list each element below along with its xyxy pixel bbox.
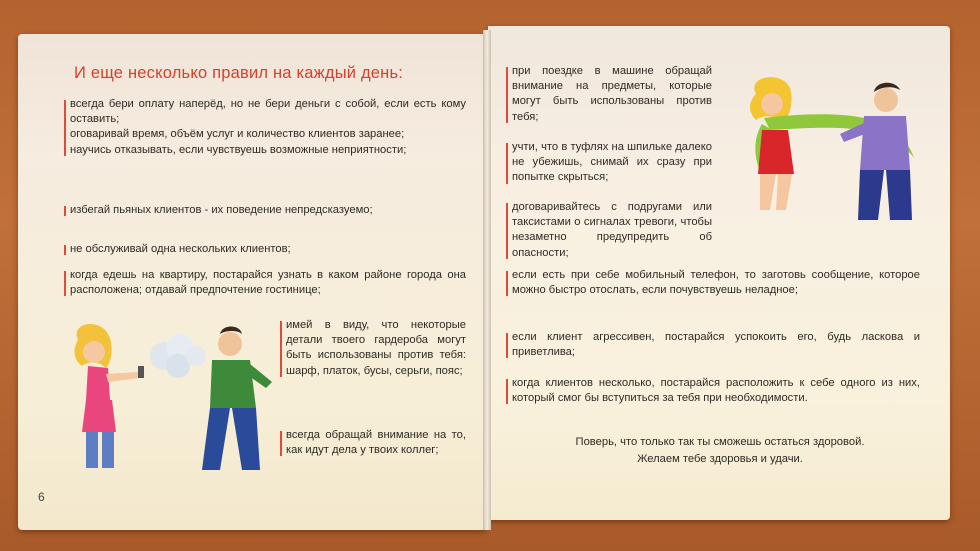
accent-bar <box>64 271 66 296</box>
rule-text: если есть при себе мобильный телефон, то заготовь сообщение, которое можно быстро отослать, если почувствуешь неладное; <box>512 269 920 297</box>
rule-text: научись отказывать, если чувствуешь возможные неприятности; <box>70 143 407 156</box>
rule-text: договаривайтесь с подругами или таксистами о сигналах тревоги, чтобы незаметно предупредить об опасности; <box>512 201 712 259</box>
page-number: 6 <box>38 490 45 504</box>
rule-text: всегда обращай внимание на то, как идут дела у твоих коллег; <box>286 429 466 457</box>
rule-block-payment <box>64 97 466 158</box>
rule-block-drunk <box>64 203 466 218</box>
accent-bar <box>64 100 66 156</box>
pepper-spray-illustration <box>60 322 275 480</box>
rule-block-multiple <box>64 242 466 257</box>
book-spine <box>483 30 491 530</box>
accent-bar <box>64 245 66 255</box>
closing-line-2: Желаем тебе здоровья и удачи. <box>637 453 803 465</box>
rule-block-car <box>506 64 712 125</box>
rule-text: имей в виду, что некоторые детали твоего гардероба могут быть использованы против тебя: шарф, платок, бусы, серьги, пояс; <box>286 319 466 377</box>
page-title: И еще несколько правил на каждый день: <box>74 64 404 82</box>
closing-line-1: Поверь, что только так ты сможешь остаться здоровой. <box>575 436 865 448</box>
accent-bar <box>280 321 282 377</box>
accent-bar <box>506 67 508 123</box>
rule-block-group <box>506 376 920 406</box>
rule-block-signals <box>506 200 712 261</box>
rule-text: при поездке в машине обращай внимание на предметы, которые могут быть использованы против тебя; <box>512 65 712 123</box>
rule-text: не обслуживай одна нескольких клиентов; <box>70 243 291 255</box>
rule-text: всегда бери оплату наперёд, но не бери деньги с собой, если есть кому оставить; <box>70 98 466 126</box>
accent-bar <box>506 143 508 184</box>
accent-bar <box>506 271 508 296</box>
rule-block-shoes <box>506 140 712 186</box>
accent-bar <box>506 333 508 358</box>
accent-bar <box>506 379 508 404</box>
rule-text: когда едешь на квартиру, постарайся узнать в каком районе города она расположена; отдавай предпочтение гостинице; <box>70 269 466 297</box>
rule-block-phone <box>506 268 920 298</box>
scarf-attack-illustration <box>736 74 922 224</box>
accent-bar <box>280 431 282 456</box>
rule-text: когда клиентов несколько, постарайся расположить к себе одного из них, который смог бы вступиться за тебя при необходимости. <box>512 377 920 405</box>
accent-bar <box>506 203 508 259</box>
rule-text: если клиент агрессивен, постарайся успокоить его, будь ласкова и приветлива; <box>512 331 920 359</box>
rule-text: избегай пьяных клиентов - их поведение непредсказуемо; <box>70 204 373 216</box>
rule-text: учти, что в туфлях на шпильке далеко не убежишь, снимай их сразу при попытке скрыться; <box>512 141 712 184</box>
accent-bar <box>64 206 66 216</box>
rule-block-colleagues <box>280 428 466 458</box>
rule-block-wardrobe <box>280 318 466 379</box>
rule-block-apartment <box>64 268 466 298</box>
rule-block-aggressive <box>506 330 920 360</box>
rule-text: оговаривай время, объём услуг и количество клиентов заранее; <box>70 128 405 141</box>
